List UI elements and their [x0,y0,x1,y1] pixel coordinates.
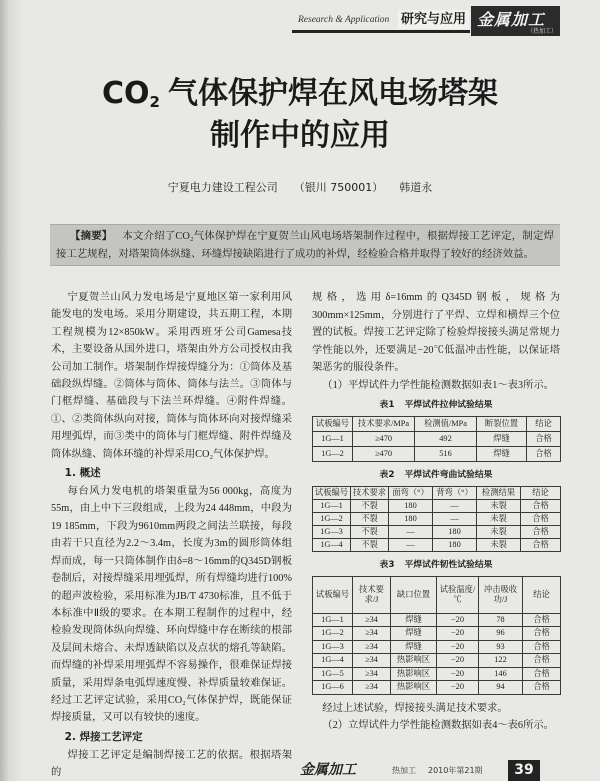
table-header-row [313,576,561,613]
table-cell: 1G—3 [313,640,353,654]
table-cell: ≥470 [353,431,415,446]
table-cell: 合格 [523,681,561,695]
table-cell: 1G—4 [313,538,351,551]
table-1-caption [312,397,560,413]
table-header-cell: 检测结果 [477,486,521,499]
table-3-caption [312,557,560,573]
table-row [313,499,561,512]
table-cell: −20 [437,640,479,654]
footer-logo: 金属加工 [300,762,356,778]
table-cell: 未裂 [477,525,521,538]
page-number: 39 [508,760,540,781]
title-co: CO [102,76,150,111]
table-cell: ≥470 [353,446,415,461]
table-cell: 146 [479,667,523,681]
table-row [313,512,561,525]
table-2-title: 平焊试件弯曲试验结果 [404,469,493,480]
table-cell: 合格 [523,627,561,641]
table-header-cell: 结论 [521,486,561,499]
author-line [0,180,600,196]
table-cell: 78 [479,613,523,627]
table-cell: ≥34 [353,667,391,681]
table-body [313,431,561,461]
table-3-number: 表3 [379,559,395,570]
table-header-cell: 技术要求/J [353,576,391,613]
table-row [313,640,561,654]
table-header-row [313,416,561,431]
table-3-title: 平焊试件韧性试验结果 [404,559,493,570]
table-cell: 焊缝 [391,613,437,627]
author-affiliation: 宁夏电力建设工程公司 [167,181,278,194]
section-1-heading: 1. 概述 [64,467,101,480]
article-title [0,76,600,112]
table-row [313,613,561,627]
table-cell: ≥34 [353,640,391,654]
table-cell: ≥34 [353,681,391,695]
author-name: 韩道永 [399,181,433,194]
author-location: （银川 750001） [293,181,384,194]
table-cell: 合格 [523,667,561,681]
table-cell: — [389,538,433,551]
table-cell: 焊缝 [391,640,437,654]
section-label-en: Research & Application [298,15,390,25]
table-header-cell: 技术要求/MPa [353,416,415,431]
table-row [313,667,561,681]
table-1 [312,416,561,462]
table-row [313,627,561,641]
header-rule [292,30,470,33]
abstract-paragraph [56,227,554,264]
section-1-paragraph: 每台风力发电机的塔架重量为56 000kg，高度为55m，由上中下三段组成，上段为24 448mm，中段为19 185mm，下段为9610mm两段之间法兰联接，每段由若干只直径为2.2～3.4m，长度为3m的圆形筒体组焊而成，每一只筒体制作由δ=8～16mm的Q345D钢板卷制后，对接焊缝采用埋弧焊，所有焊缝均进行100%的超声波检验，采用标准为JB/T 4730标准，且不低于本标准中Ⅱ级的要求。在本期工程制作的过程中，经检验发现筒体纵向焊缝、环向焊缝中存在断续的根部及层间未熔合、未焊透缺陷以及点状的熔孔等缺陷。而焊缝的补焊采用埋弧焊不容易操作，很难保证焊接质量，采用焊条电弧焊速度慢、补焊质量较难保证。经过工艺评定试验，采用CO₂气体保护焊，既能保证焊接质量，又可以有较快的速度。 [51,486,292,724]
abstract-box [50,224,560,266]
table-header-row [313,486,561,499]
table-cell: 96 [479,627,523,641]
section-2-heading: 2. 焊接工艺评定 [64,730,143,743]
section-2-paragraph-continued: 规格，选用δ=16mm的Q345D钢板，规格为300mm×125mm，分别进行了平焊、立焊和横焊三个位置的试板。焊接工艺评定除了检验焊接接头满足常规力学性能以外，还要满足−20℃低温冲击性能，以保证塔架恶劣的服役条件。 [312,292,560,374]
table-cell: 合格 [523,613,561,627]
table-cell: — [389,525,433,538]
table-header-cell: 结论 [523,576,561,613]
table-2 [312,486,561,552]
right-column [312,289,560,735]
table-cell: 焊缝 [477,431,527,446]
table-cell: 1G—5 [313,667,353,681]
table-cell: 180 [389,512,433,525]
table-cell: ≥34 [353,627,391,641]
table-cell: 热影响区 [391,681,437,695]
table-cell: 不裂 [351,512,389,525]
table-cell: 1G—3 [313,525,351,538]
table-cell: 合格 [521,538,561,551]
table-head [313,416,561,431]
table-cell: −20 [437,681,479,695]
table-2-number: 表2 [379,469,395,480]
table-cell: 1G—1 [313,613,353,627]
table-body [313,499,561,551]
table-row [313,525,561,538]
abstract-label: 【摘要】 [70,230,113,242]
table-cell: 未裂 [477,512,521,525]
section-label-cn: 研究与应用 [398,10,469,29]
table-cell: 1G—1 [313,499,351,512]
journal-logo [471,6,560,36]
table-cell: 180 [433,525,477,538]
table-row [313,431,561,446]
table-cell: 合格 [527,431,561,446]
table-row [313,681,561,695]
journal-logo-subtitle: （热加工） [526,28,557,35]
table-cell: 1G—2 [313,446,353,461]
table-cell: — [433,499,477,512]
table-cell: −20 [437,654,479,668]
table-cell: 未裂 [477,538,521,551]
article-title-line2: 制作中的应用 [210,118,390,153]
table-row [313,654,561,668]
table-cell: 焊缝 [391,627,437,641]
table-cell: 焊缝 [477,446,527,461]
table-header-cell: 缺口位置 [391,576,437,613]
table-header-cell: 结论 [527,416,561,431]
table-1-number: 表1 [379,399,395,410]
table-header-cell: 试验温度/℃ [437,576,479,613]
left-column [51,289,292,781]
table-cell: 合格 [521,525,561,538]
journal-logo-text: 金属加工 [477,10,546,29]
table-cell: −20 [437,667,479,681]
table-cell: −20 [437,627,479,641]
item-1-text: （1）平焊试件力学性能检测数据如表1～表3所示。 [322,379,554,391]
footer-magazine: 热加工 [392,766,416,775]
table-cell: 180 [433,538,477,551]
table-cell: 1G—2 [313,627,353,641]
table-cell: 合格 [523,654,561,668]
intro-paragraph: 宁夏贺兰山风力发电场是宁夏地区第一家利用风能发电的发电场。采用分期建设，共五期工程，本期工程规模为12×850kW。采用西班牙公司Gamesa技术，主要设备从国外进口，塔架由外方公司授权由我公司加工制作。塔架制作焊接焊缝分为：①筒体及基础段纵焊缝。②筒体与筒体、筒体与法兰。③筒体与门框焊缝、基础段与下法兰环焊缝。④附件焊缝。①、②类筒体纵向对接，筒体与筒体环向对接焊缝采用埋弧焊，而③类中的筒体与门框焊缝、附件焊缝及筒体纵缝、筒体环缝的补焊采用CO₂气体保护焊。 [51,292,292,460]
table-cell: 492 [415,431,477,446]
table-cell: 94 [479,681,523,695]
table-header-cell: 检测值/MPa [415,416,477,431]
table-cell: 合格 [521,512,561,525]
table-1-title: 平焊试件拉伸试验结果 [404,399,493,410]
table-cell: 不裂 [351,538,389,551]
item-2-text: （2）立焊试件力学性能检测数据如表4～表6所示。 [322,720,554,732]
table-cell: ≥34 [353,654,391,668]
table-cell: 180 [389,499,433,512]
table-cell: 1G—1 [313,431,353,446]
table-header-cell: 试板编号 [313,576,353,613]
table-header-cell: 断裂位置 [477,416,527,431]
table-header-cell: 冲击吸收功/J [479,576,523,613]
table-cell: 未裂 [477,499,521,512]
table-body [313,613,561,694]
table-header-cell: 背弯（°） [433,486,477,499]
conclusion-text: 经过上述试验，焊接接头满足技术要求。 [322,702,508,714]
table-cell: ≥34 [353,613,391,627]
table-cell: −20 [437,613,479,627]
table-cell: 122 [479,654,523,668]
footer-issue: 2010年第21期 [428,766,483,775]
table-cell: 93 [479,640,523,654]
table-cell: 合格 [523,640,561,654]
table-2-caption [312,467,560,483]
table-head [313,486,561,499]
table-cell: 合格 [527,446,561,461]
title-line1-text: 气体保护焊在风电场塔架 [167,76,498,111]
table-cell: 不裂 [351,499,389,512]
abstract-text: 本文介绍了CO₂气体保护焊在宁夏贺兰山风电场塔架制作过程中，根据焊接工艺评定，制定焊接工艺规程，对塔架筒体纵缝、环缝焊接缺陷进行了成功的补焊，经检验合格并取得了较好的经济效益。 [56,231,554,260]
table-header-cell: 技术要求 [351,486,389,499]
table-header-cell: 试板编号 [313,486,351,499]
table-row [313,446,561,461]
table-header-cell: 试板编号 [313,416,353,431]
table-cell: — [433,512,477,525]
table-3 [312,576,561,695]
table-cell: 合格 [521,499,561,512]
table-head [313,576,561,613]
title-subscript: 2 [149,93,160,111]
table-row [313,538,561,551]
table-cell: 516 [415,446,477,461]
table-cell: 不裂 [351,525,389,538]
table-header-cell: 面弯（°） [389,486,433,499]
table-cell: 1G—6 [313,681,353,695]
section-2-paragraph-start: 焊接工艺评定是编制焊接工艺的依据。根据塔架的 [51,749,292,779]
table-cell: 热影响区 [391,667,437,681]
table-cell: 1G—4 [313,654,353,668]
table-cell: 1G—2 [313,512,351,525]
table-cell: 热影响区 [391,654,437,668]
